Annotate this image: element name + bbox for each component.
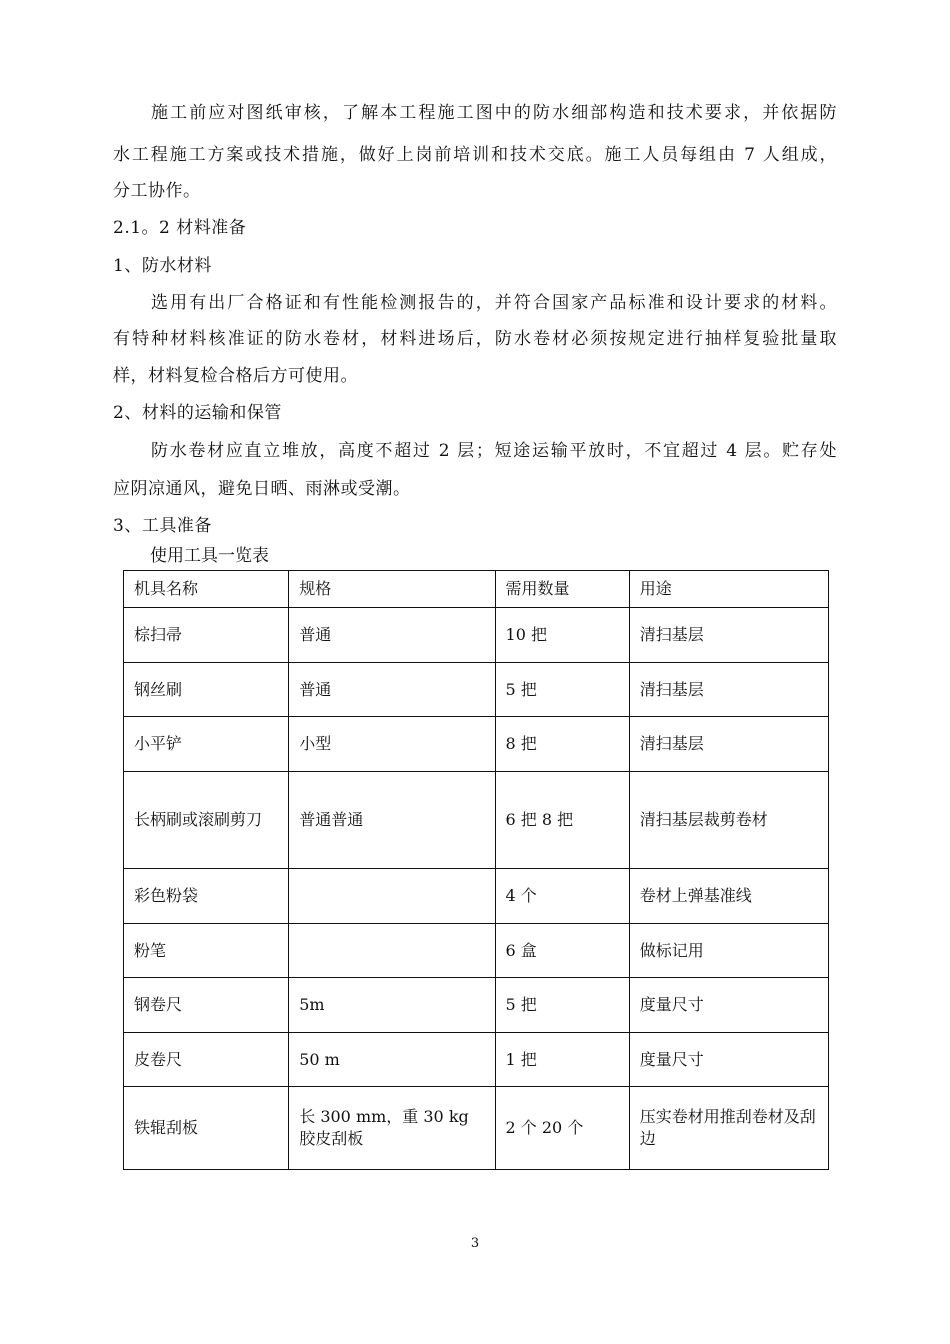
cell-quantity: 6 盒 xyxy=(495,924,629,978)
cell-tool-name: 小平铲 xyxy=(124,717,289,772)
paragraph-1-line-3: 分工协作。 xyxy=(113,181,201,201)
table-row xyxy=(124,1087,829,1170)
cell-quantity: 5 把 xyxy=(495,978,629,1033)
header-specification: 规格 xyxy=(289,571,495,608)
cell-tool-name: 皮卷尺 xyxy=(124,1033,289,1087)
page-number: 3 xyxy=(470,1236,480,1251)
subheading-waterproof-materials: 1、防水材料 xyxy=(113,256,212,276)
cell-quantity: 6 把 8 把 xyxy=(495,772,629,869)
cell-tool-name: 长柄刷或滚刷剪刀 xyxy=(124,772,289,869)
header-tool-name: 机具名称 xyxy=(124,571,289,608)
cell-purpose: 度量尺寸 xyxy=(629,1033,828,1087)
cell-purpose: 度量尺寸 xyxy=(629,978,828,1033)
header-quantity: 需用数量 xyxy=(495,571,629,608)
cell-specification: 小型 xyxy=(289,717,495,772)
table-row xyxy=(124,978,829,1033)
cell-quantity: 1 把 xyxy=(495,1033,629,1087)
cell-purpose: 做标记用 xyxy=(629,924,828,978)
table-header-row xyxy=(124,571,829,608)
cell-purpose: 卷材上弹基准线 xyxy=(629,869,828,924)
paragraph-1-line-1: 施工前应对图纸审核，了解本工程施工图中的防水细部构造和技术要求，并依据防 xyxy=(151,103,837,123)
cell-tool-name: 铁辊刮板 xyxy=(124,1087,289,1170)
cell-purpose: 清扫基层裁剪卷材 xyxy=(629,772,828,869)
cell-specification: 5m xyxy=(289,978,495,1033)
cell-quantity: 4 个 xyxy=(495,869,629,924)
cell-specification: 长 300 mm，重 30 kg 胶皮刮板 xyxy=(289,1087,495,1170)
cell-specification: 50 m xyxy=(289,1033,495,1087)
cell-quantity: 10 把 xyxy=(495,608,629,663)
cell-purpose: 压实卷材用推刮卷材及刮边 xyxy=(629,1087,828,1170)
table-row xyxy=(124,924,829,978)
table-row xyxy=(124,608,829,663)
cell-specification xyxy=(289,869,495,924)
cell-tool-name: 棕扫帚 xyxy=(124,608,289,663)
paragraph-3-line-2: 应阴凉通风，避免日晒、雨淋或受潮。 xyxy=(113,479,411,499)
cell-tool-name: 彩色粉袋 xyxy=(124,869,289,924)
header-purpose: 用途 xyxy=(629,571,828,608)
cell-tool-name: 钢丝刷 xyxy=(124,663,289,717)
cell-purpose: 清扫基层 xyxy=(629,663,828,717)
paragraph-3-line-1: 防水卷材应直立堆放，高度不超过 2 层；短途运输平放时，不宜超过 4 层。贮存处 xyxy=(151,441,837,461)
paragraph-2-line-1: 选用有出厂合格证和有性能检测报告的，并符合国家产品标准和设计要求的材料。 xyxy=(151,293,837,313)
paragraph-2-line-2: 有特种材料核准证的防水卷材，材料进场后，防水卷材必须按规定进行抽样复验批量取 xyxy=(113,329,837,349)
table-row xyxy=(124,869,829,924)
cell-specification xyxy=(289,924,495,978)
table-row xyxy=(124,772,829,869)
subheading-transport-storage: 2、材料的运输和保管 xyxy=(113,403,282,423)
cell-purpose: 清扫基层 xyxy=(629,717,828,772)
paragraph-2-line-3: 样，材料复检合格后方可使用。 xyxy=(113,366,358,386)
cell-quantity: 8 把 xyxy=(495,717,629,772)
paragraph-1-line-2: 水工程施工方案或技术措施，做好上岗前培训和技术交底。施工人员每组由 7 人组成， xyxy=(113,145,837,165)
cell-specification: 普通 xyxy=(289,608,495,663)
cell-purpose: 清扫基层 xyxy=(629,608,828,663)
cell-specification: 普通普通 xyxy=(289,772,495,869)
cell-tool-name: 粉笔 xyxy=(124,924,289,978)
cell-quantity: 5 把 xyxy=(495,663,629,717)
section-heading-materials: 2.1。2 材料准备 xyxy=(113,218,247,238)
table-row xyxy=(124,663,829,717)
table-row xyxy=(124,717,829,772)
cell-quantity: 2 个 20 个 xyxy=(495,1087,629,1170)
cell-specification: 普通 xyxy=(289,663,495,717)
table-caption: 使用工具一览表 xyxy=(150,546,269,566)
table-row xyxy=(124,1033,829,1087)
tools-table xyxy=(123,570,829,1170)
cell-tool-name: 钢卷尺 xyxy=(124,978,289,1033)
subheading-tool-preparation: 3、工具准备 xyxy=(113,516,212,536)
